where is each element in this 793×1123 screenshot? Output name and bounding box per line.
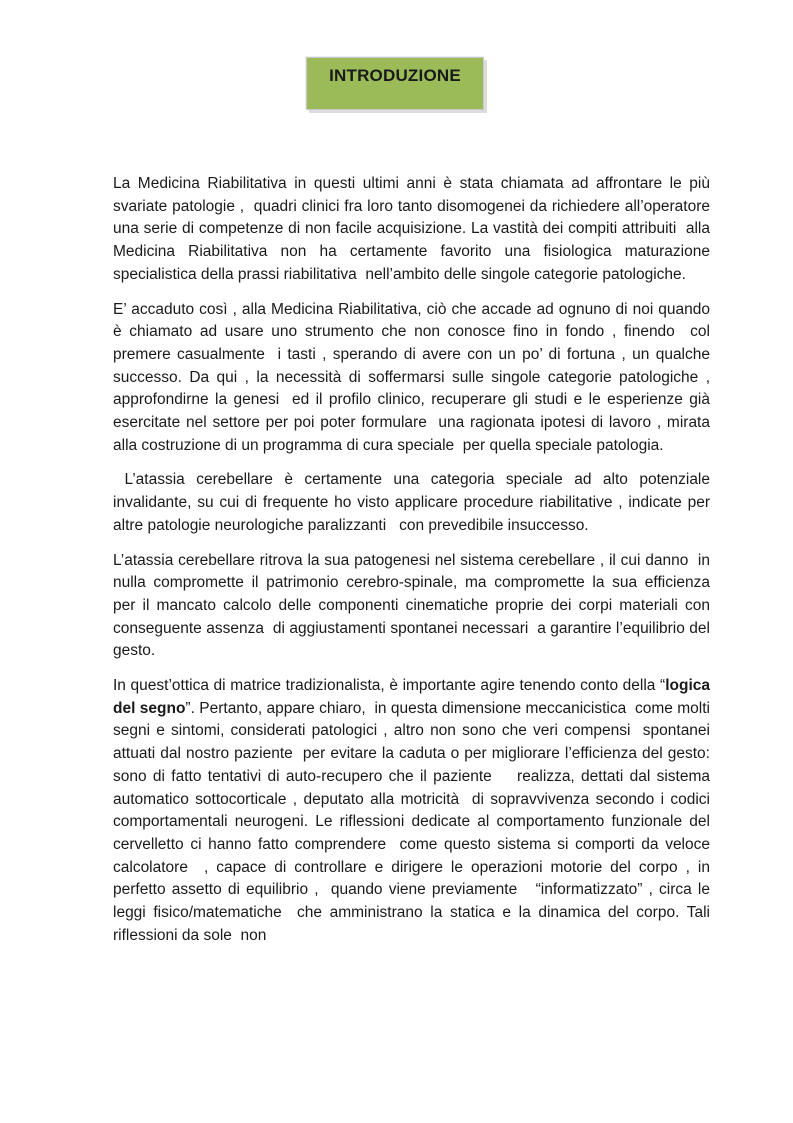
paragraph-5-lead: In quest’ottica di matrice tradizionalista, è importante agire tenendo conto della “ — [113, 677, 666, 695]
document-body — [113, 173, 719, 960]
bold-phrase: logica del segno — [113, 677, 715, 717]
title-box — [306, 57, 484, 110]
paragraph-4: L’atassia cerebellare ritrova la sua patogenesi nel sistema cerebellare , il cui danno in nulla compromette il patrimonio cerebro-spinale, ma compromette la sua efficienza per il mancato calcolo delle componenti cinematiche proprie dei corpi materiali con conseguente assenza di aggiustamenti spontanei necessari a garantire l’equilibrio del gesto. — [113, 551, 719, 660]
paragraph-2: E’ accaduto così , alla Medicina Riabilitativa, ciò che accade ad ognuno di noi quando è chiamato ad usare uno strumento che non conosce fino in fondo , finendo col premere casualmente i tasti , sperando di avere con un po’ di fortuna , un qualche successo. Da qui , la necessità di soffermarsi sulle singole categorie patologiche , approfondirne la genesi ed il profilo clinico, recuperare gli studi e le esperienze già esercitate nel settore per poi poter formulare una ragionata ipotesi di lavoro , mirata alla costruzione di un programma di cura speciale per quella speciale patologia. — [113, 300, 715, 454]
paragraph-5-rest: ”. Pertanto, appare chiaro, in questa dimensione meccanicistica come molti segni e sintomi, considerati patologici , altro non sono che veri compensi spontanei attuati dal nostro paziente per evitare la caduta o per migliorare l’efficienza del gesto: sono di fatto tentativi di auto-recupero che il paziente realizza, dettati dal sistema automatico sottocorticale , deputato alla motricità di sopravvivenza secondo i codici comportamentali neurogeni. Le riflessioni dedicate al comportamento funzionale del cervelletto ci hanno fatto comprendere come questo sistema si comporti da veloce calcolatore , capace di controllare e dirigere le operazioni motorie del corpo , in perfetto assetto di equilibrio , quando viene previamente “informatizzato” , circa le leggi fisico/matematiche che amministrano la statica e la dinamica del corpo. Tali riflessioni da sole non — [113, 699, 719, 944]
paragraph-5 — [113, 675, 719, 947]
paragraph-3: L’atassia cerebellare è certamente una categoria speciale ad alto potenziale invalidante, su cui di frequente ho visto applicare procedure riabilitative , indicate per altre patologie neurologiche paralizzanti con prevedibile insuccesso. — [113, 471, 715, 534]
paragraph-1: La Medicina Riabilitativa in questi ultimi anni è stata chiamata ad affrontare le più svariate patologie , quadri clinici fra loro tanto disomogenei da richiedere all’operatore una serie di competenze di non facile acquisizione. La vastità dei compiti attribuiti alla Medicina Riabilitativa non ha certamente favorito una fisiologica maturazione specialistica della prassi riabilitativa nell’ambito delle singole categorie patologiche. — [113, 175, 715, 283]
page-title: INTRODUZIONE — [329, 65, 461, 85]
